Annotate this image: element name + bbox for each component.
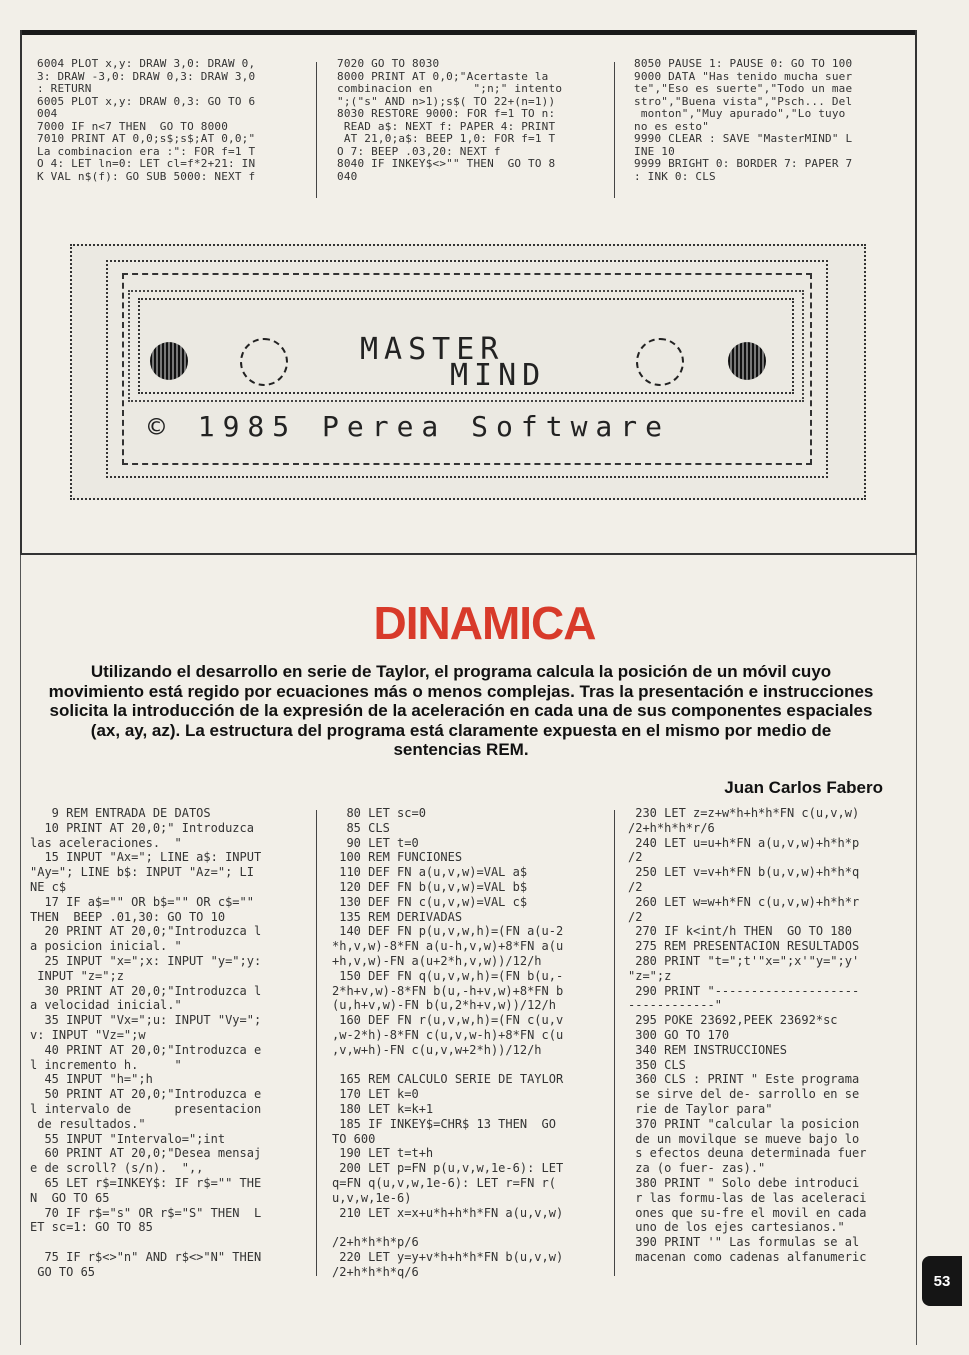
listing-col1: 9 REM ENTRADA DE DATOS 10 PRINT AT 20,0;" Introduzca las aceleraciones. " 15 INPUT "Ax="; LINE a$: INPUT "Ay="; LINE b$: INPUT "Az="; LI NE c$ 17 IF a$="" OR b$="" OR c$="" THEN BEEP .01,30: GO TO 10 20 PRINT AT 20,0;"Introduzca l a posicion inicial. " 25 INPUT "x=";x: INPUT "y=";y: INPUT "z=";z 30 PRINT AT 20,0;"Introduzca l a velocidad inicial." 35 INPUT "Vx=";u: INPUT "Vy="; v: INPUT "Vz=";w 40 PRINT AT 20,0;"Introduzca e l incremento h. " 45 INPUT "h=";h 50 PRINT AT 20,0;"Introduzca e l intervalo de presentacion de resultados." 55 INPUT "Intervalo=";int 60 PRINT AT 20,0;"Desea mensaj e de scroll? (s/n). ",, 65 LET r$=INKEY$: IF r$="" THE N GO TO 65 70 IF r$="s" OR r$="S" THEN L ET sc=1: GO TO 85 75 IF r$<>"n" AND r$<>"N" THEN GO TO 65	[30, 806, 262, 1279]
listing-col3: 230 LET z=z+w*h+h*h*FN c(u,v,w) /2+h*h*h*r/6 240 LET u=u+h*FN a(u,v,w)+h*h*p /2 250 LET v=v+h*FN b(u,v,w)+h*h*q /2 260 LET w=w+h*FN c(u,v,w)+h*h*r /2 270 IF k<int/h THEN GO TO 180 275 REM PRESENTACION RESULTADOS 280 PRINT "t=";t'"x=";x'"y=";y' "z=";z 290 PRINT "-------------------- ------------" 295 POKE 23692,PEEK 23692*sc 300 GO TO 170 340 REM INSTRUCCIONES 350 CLS 360 CLS : PRINT " Este programa se sirve del de- sarrollo en se rie de Taylor para" 370 PRINT "calcular la posicion de un movilque se mueve bajo lo s efectos deuna determinada fuer za (o fuer- zas)." 380 PRINT " Solo debe introduci r las formu-las de las aceleraci ones que su-fre el movil en cada uno de los ejes cartesianos." 390 PRINT '" Las formulas se al macenan como cadenas alfanumeric	[628, 806, 867, 1264]
frame-left-lower	[20, 555, 21, 1345]
frame-divider	[20, 553, 917, 555]
page-number: 53	[922, 1256, 962, 1306]
article-author: Juan Carlos Fabero	[724, 778, 883, 797]
screen-title-mind: MIND	[450, 358, 547, 393]
top-listing-col1: 6004 PLOT x,y: DRAW 3,0: DRAW 0, 3: DRAW -3,0: DRAW 0,3: DRAW 3,0 : RETURN 6005 PLOT x,y: DRAW 0,3: GO TO 6 004 7000 IF n<7 THEN GO TO 8000 7010 PRINT AT 0,0;s$;s$;AT 0,0;" La combinacion era :": FOR f=1 T O 4: LET ln=0: LET cl=f*2+21: IN K VAL n$(f): GO SUB 5000: NEXT f	[37, 57, 256, 183]
column-separator	[316, 810, 317, 1276]
peg-circle-icon-left	[240, 338, 288, 386]
article-intro: Utilizando el desarrollo en serie de Taylor, el programa calcula la posición de un móvil cuyo movimiento está regido por ecuaciones más o menos complejas. Tras la presentación e instrucciones solicita la introducción de la expresión de la aceleración en cada una de sus componentes espaciales (ax, ay, az). La estructura del programa está claramente expuesta en el mismo por medio de sentencias REM.	[48, 662, 874, 759]
top-listing-col2: 7020 GO TO 8030 8000 PRINT AT 0,0;"Acertaste la combinacion en ";n;" intento ";("s" AND n>1);s$( TO 22+(n=1)) 8030 RESTORE 9000: FOR f=1 TO n: READ a$: NEXT f: PAPER 4: PRINT AT 21,0;a$: BEEP 1,0: FOR f=1 T O 7: BEEP .03,20: NEXT f 8040 IF INKEY$<>"" THEN GO TO 8 040	[337, 57, 563, 183]
program-screenshot	[70, 244, 866, 500]
peg-circle-icon-right	[636, 338, 684, 386]
top-rule	[20, 30, 917, 35]
frame-left	[20, 30, 22, 553]
listing-col2: 80 LET sc=0 85 CLS 90 LET t=0 100 REM FUNCIONES 110 DEF FN a(u,v,w)=VAL a$ 120 DEF FN b(u,v,w)=VAL b$ 130 DEF FN c(u,v,w)=VAL c$ 135 REM DERIVADAS 140 DEF FN p(u,v,w,h)=(FN a(u-2 *h,v,w)-8*FN a(u-h,v,w)+8*FN a(u +h,v,w)-FN a(u+2*h,v,w))/12/h 150 DEF FN q(u,v,w,h)=(FN b(u,- 2*h+v,w)-8*FN b(u,-h+v,w)+8*FN b (u,h+v,w)-FN b(u,2*h+v,w))/12/h 160 DEF FN r(u,v,w,h)=(FN c(u,v ,w-2*h)-8*FN c(u,v,w-h)+8*FN c(u ,v,w+h)-FN c(u,v,w+2*h))/12/h 165 REM CALCULO SERIE DE TAYLOR 170 LET k=0 180 LET k=k+1 185 IF INKEY$=CHR$ 13 THEN GO TO 600 190 LET t=t+h 200 LET p=FN p(u,v,w,1e-6): LET q=FN q(u,v,w,1e-6): LET r=FN r( u,v,w,1e-6) 210 LET x=x+u*h+h*h*FN a(u,v,w) /2+h*h*h*p/6 220 LET y=y+v*h+h*h*FN b(u,v,w) /2+h*h*h*q/6	[332, 806, 564, 1279]
frame-right	[915, 30, 917, 553]
frame-right-lower	[916, 555, 917, 1345]
article-headline: DINAMICA	[373, 597, 596, 649]
column-separator	[614, 62, 615, 198]
ball-icon-left	[150, 342, 188, 380]
column-separator	[316, 62, 317, 198]
screen-copyright: © 1985 Perea Software	[148, 410, 671, 443]
screen-title-master: MASTER	[360, 332, 505, 367]
ball-icon-right	[728, 342, 766, 380]
column-separator	[614, 810, 615, 1276]
top-listing-col3: 8050 PAUSE 1: PAUSE 0: GO TO 100 9000 DATA "Has tenido mucha suer te","Eso es suerte","Todo un mae stro","Buena vista","Psch... Del monton","Muy apurado","Lo tuyo no es esto" 9990 CLEAR : SAVE "MasterMIND" L INE 10 9999 BRIGHT 0: BORDER 7: PAPER 7 : INK 0: CLS	[634, 57, 853, 183]
